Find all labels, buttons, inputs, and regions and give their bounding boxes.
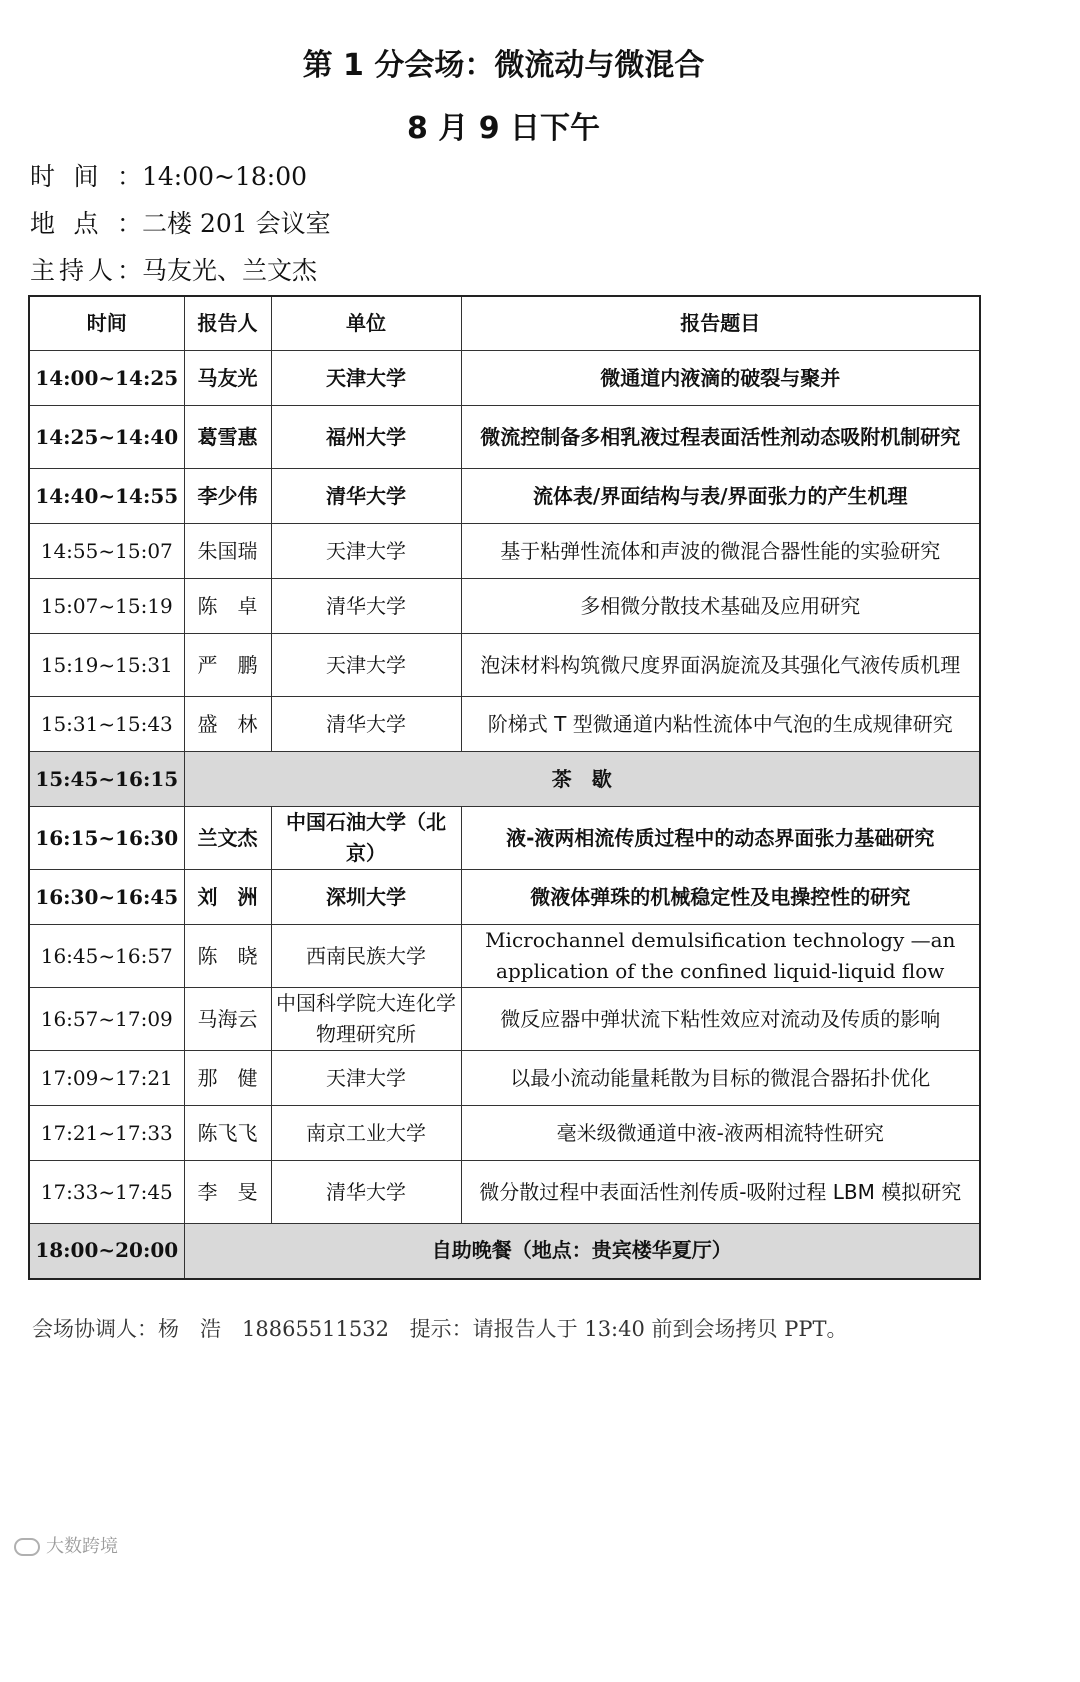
cell-topic: 阶梯式 T 型微通道内粘性流体中气泡的生成规律研究 bbox=[461, 697, 980, 752]
cell-unit: 清华大学 bbox=[271, 1161, 461, 1224]
cell-time: 18:00~20:00 bbox=[29, 1224, 184, 1279]
cell-unit: 西南民族大学 bbox=[271, 925, 461, 988]
cell-time: 15:19~15:31 bbox=[29, 634, 184, 697]
cell-time: 17:21~17:33 bbox=[29, 1106, 184, 1161]
cell-unit: 天津大学 bbox=[271, 524, 461, 579]
break-row bbox=[29, 752, 980, 807]
footer-tip: 提示：请报告人于 13:40 前到会场拷贝 PPT。 bbox=[409, 1317, 848, 1341]
table-row bbox=[29, 1161, 980, 1224]
cell-speaker: 刘 洲 bbox=[184, 870, 271, 925]
cell-speaker: 葛雪惠 bbox=[184, 406, 271, 469]
header-topic: 报告题目 bbox=[461, 296, 980, 351]
cell-topic: 基于粘弹性流体和声波的微混合器性能的实验研究 bbox=[461, 524, 980, 579]
info-time bbox=[30, 157, 307, 193]
cell-topic: 微流控制备多相乳液过程表面活性剂动态吸附机制研究 bbox=[461, 406, 980, 469]
cell-topic: Microchannel demulsification technology —an application of the confined liquid-liquid flow bbox=[461, 925, 980, 988]
cell-time: 14:25~14:40 bbox=[29, 406, 184, 469]
table-row bbox=[29, 1051, 980, 1106]
table-row bbox=[29, 524, 980, 579]
cell-topic: 多相微分散技术基础及应用研究 bbox=[461, 579, 980, 634]
table-row bbox=[29, 634, 980, 697]
cell-topic: 流体表/界面结构与表/界面张力的产生机理 bbox=[461, 469, 980, 524]
cell-time: 14:40~14:55 bbox=[29, 469, 184, 524]
schedule-body bbox=[29, 351, 980, 1279]
cell-unit: 中国科学院大连化学物理研究所 bbox=[271, 988, 461, 1051]
cell-time: 14:55~15:07 bbox=[29, 524, 184, 579]
host-label: 主持人： bbox=[30, 256, 142, 285]
cell-topic: 微通道内液滴的破裂与聚并 bbox=[461, 351, 980, 406]
cell-unit: 天津大学 bbox=[271, 351, 461, 406]
cell-speaker: 盛 林 bbox=[184, 697, 271, 752]
table-row bbox=[29, 579, 980, 634]
header-speaker: 报告人 bbox=[184, 296, 271, 351]
footer-note bbox=[32, 1313, 861, 1343]
info-place bbox=[30, 204, 331, 240]
schedule-table bbox=[28, 295, 981, 1280]
place-value: 二楼 201 会议室 bbox=[142, 209, 331, 238]
cell-speaker: 马友光 bbox=[184, 351, 271, 406]
cell-speaker: 陈 晓 bbox=[184, 925, 271, 988]
cell-unit: 清华大学 bbox=[271, 697, 461, 752]
cell-time: 16:57~17:09 bbox=[29, 988, 184, 1051]
cell-topic: 毫米级微通道中液-液两相流特性研究 bbox=[461, 1106, 980, 1161]
table-row bbox=[29, 988, 980, 1051]
cell-time: 15:07~15:19 bbox=[29, 579, 184, 634]
header-time: 时间 bbox=[29, 296, 184, 351]
table-header-row bbox=[29, 296, 980, 351]
table-row bbox=[29, 469, 980, 524]
table-row bbox=[29, 406, 980, 469]
cell-speaker: 李少伟 bbox=[184, 469, 271, 524]
cell-time: 17:09~17:21 bbox=[29, 1051, 184, 1106]
cell-topic: 液-液两相流传质过程中的动态界面张力基础研究 bbox=[461, 807, 980, 870]
cell-speaker: 马海云 bbox=[184, 988, 271, 1051]
cell-unit: 天津大学 bbox=[271, 1051, 461, 1106]
cell-unit: 中国石油大学（北京） bbox=[271, 807, 461, 870]
footer-coordinator: 会场协调人：杨 浩 18865511532 bbox=[32, 1317, 389, 1341]
cell-speaker: 朱国瑞 bbox=[184, 524, 271, 579]
cell-unit: 清华大学 bbox=[271, 579, 461, 634]
table-row bbox=[29, 925, 980, 988]
cell-topic: 微分散过程中表面活性剂传质-吸附过程 LBM 模拟研究 bbox=[461, 1161, 980, 1224]
cell-unit: 福州大学 bbox=[271, 406, 461, 469]
cell-time: 17:33~17:45 bbox=[29, 1161, 184, 1224]
cell-speaker: 陈飞飞 bbox=[184, 1106, 271, 1161]
cell-unit: 天津大学 bbox=[271, 634, 461, 697]
watermark-text: 大数跨境 bbox=[46, 1536, 118, 1557]
cell-break: 茶 歇 bbox=[184, 752, 980, 807]
cell-topic: 泡沫材料构筑微尺度界面涡旋流及其强化气液传质机理 bbox=[461, 634, 980, 697]
table-row bbox=[29, 870, 980, 925]
place-label: 地点： bbox=[30, 209, 142, 238]
cell-break: 自助晚餐（地点：贵宾楼华夏厅） bbox=[184, 1224, 980, 1279]
cell-unit: 深圳大学 bbox=[271, 870, 461, 925]
cell-topic: 微反应器中弹状流下粘性效应对流动及传质的影响 bbox=[461, 988, 980, 1051]
host-value: 马友光、兰文杰 bbox=[142, 256, 318, 285]
cell-speaker: 严 鹏 bbox=[184, 634, 271, 697]
break-row bbox=[29, 1224, 980, 1279]
time-value: 14:00~18:00 bbox=[142, 162, 308, 191]
cell-speaker: 那 健 bbox=[184, 1051, 271, 1106]
cell-time: 15:45~16:15 bbox=[29, 752, 184, 807]
session-title: 第 1 分会场：微流动与微混合 bbox=[302, 48, 705, 83]
cell-time: 16:15~16:30 bbox=[29, 807, 184, 870]
cell-speaker: 李 旻 bbox=[184, 1161, 271, 1224]
cell-unit: 南京工业大学 bbox=[271, 1106, 461, 1161]
cell-topic: 微液体弹珠的机械稳定性及电操控性的研究 bbox=[461, 870, 980, 925]
time-label: 时间： bbox=[30, 162, 142, 191]
cell-time: 15:31~15:43 bbox=[29, 697, 184, 752]
cell-speaker: 陈 卓 bbox=[184, 579, 271, 634]
info-host bbox=[30, 251, 317, 287]
watermark-logo-icon bbox=[14, 1538, 40, 1556]
cell-unit: 清华大学 bbox=[271, 469, 461, 524]
cell-time: 16:45~16:57 bbox=[29, 925, 184, 988]
table-row bbox=[29, 807, 980, 870]
session-date: 8 月 9 日下午 bbox=[406, 111, 601, 146]
cell-topic: 以最小流动能量耗散为目标的微混合器拓扑优化 bbox=[461, 1051, 980, 1106]
table-row bbox=[29, 697, 980, 752]
watermark bbox=[14, 1532, 118, 1558]
cell-time: 14:00~14:25 bbox=[29, 351, 184, 406]
table-row bbox=[29, 351, 980, 406]
header-unit: 单位 bbox=[271, 296, 461, 351]
cell-time: 16:30~16:45 bbox=[29, 870, 184, 925]
table-row bbox=[29, 1106, 980, 1161]
cell-speaker: 兰文杰 bbox=[184, 807, 271, 870]
